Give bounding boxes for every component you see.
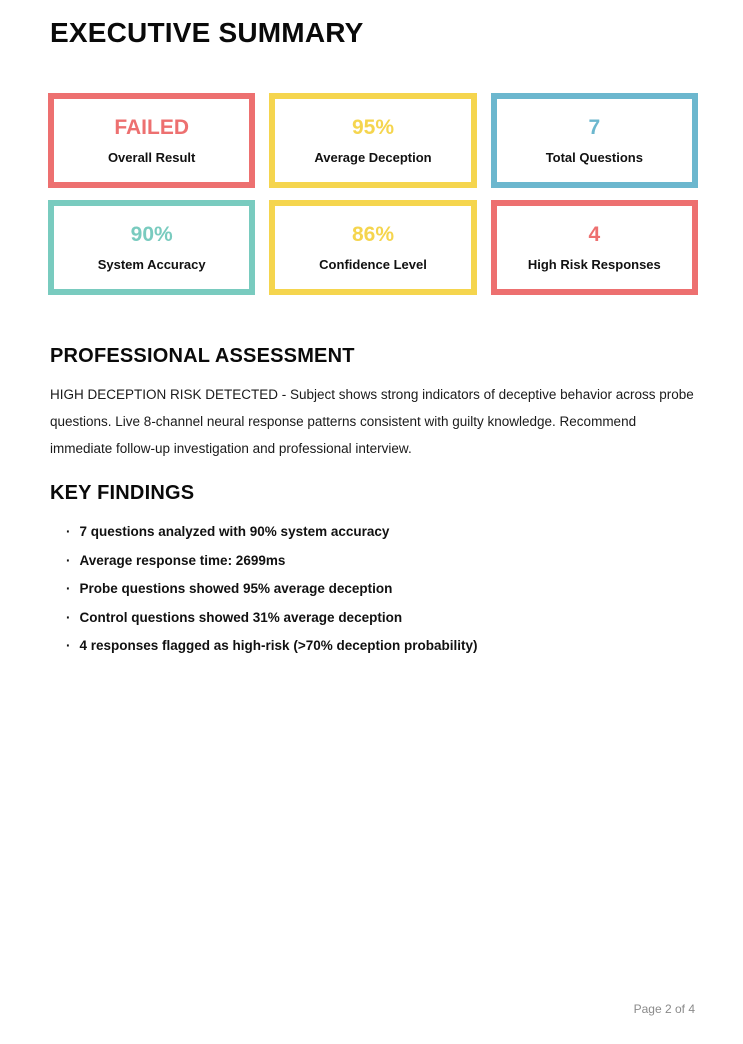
assessment-paragraph: HIGH DECEPTION RISK DETECTED - Subject shows strong indicators of deceptive behavior across probe questions. Live 8-channel neural response patterns consistent with guilty knowledge. Recommend immediate follow-up investigation and professional interview. [50, 387, 694, 456]
key-finding-item: · 4 responses flagged as high-risk (>70% deception probability) [66, 632, 686, 661]
card-value: 7 [588, 116, 601, 139]
key-finding-item: · Probe questions showed 95% average deception [66, 575, 686, 604]
stat-card-confidence-level [269, 200, 476, 295]
card-label: Confidence Level [319, 257, 427, 272]
stats-grid [48, 93, 698, 295]
key-finding-item: · Average response time: 2699ms [66, 547, 686, 576]
stat-card-high-risk-responses [491, 200, 698, 295]
card-label: Overall Result [107, 150, 196, 165]
card-label: System Accuracy [97, 257, 206, 272]
card-label: Average Deception [314, 150, 432, 165]
key-finding-item: · 7 questions analyzed with 90% system accuracy [66, 518, 686, 547]
section-heading-key-findings: KEY FINDINGS [50, 482, 195, 504]
card-value: 90% [130, 223, 173, 246]
stat-card-system-accuracy [48, 200, 255, 295]
section-heading-professional-assessment: PROFESSIONAL ASSESSMENT [50, 345, 355, 367]
stat-card-total-questions [491, 93, 698, 188]
page-title: EXECUTIVE SUMMARY [50, 17, 364, 48]
card-value: 4 [588, 223, 601, 246]
card-value: FAILED [114, 116, 189, 139]
stat-card-overall-result [48, 93, 255, 188]
card-value: 86% [351, 223, 394, 246]
key-findings-list [66, 518, 686, 661]
page-number: Page 2 of 4 [633, 1002, 695, 1016]
card-value: 95% [351, 116, 394, 139]
card-label: High Risk Responses [527, 257, 661, 272]
card-label: Total Questions [545, 150, 643, 165]
key-finding-item: · Control questions showed 31% average deception [66, 604, 686, 633]
stat-card-average-deception [269, 93, 476, 188]
